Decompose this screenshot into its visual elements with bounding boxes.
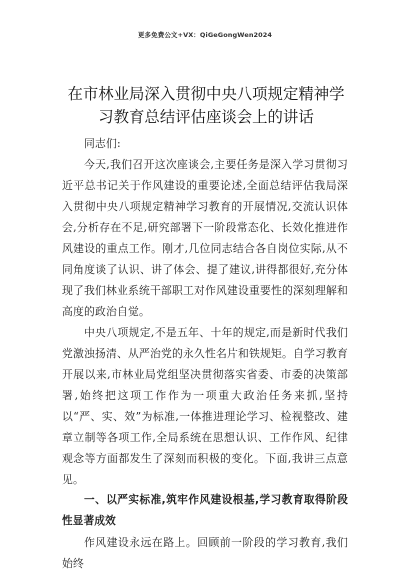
body-paragraph-1: 今天,我们召开这次座谈会,主要任务是深入学习贯彻习近平总书记关于作风建设的重要论述,全面总结评估我局深入贯彻中央八项规定精神学习教育的开展情况,交流认识体会,分析存在不足,研究部署下一阶段常态化、长效化推进作风建设的重点工作。刚才,几位同志结合各自岗位实际,从不同角度谈了认识、讲了体会、提了建议,讲得都很好,充分体现了我们林业系统干部职工对作风建设重要性的深刻理解和高度的政治自觉。 <box>62 158 348 318</box>
document-title: 在市林业局深入贯彻中央八项规定精神学习教育总结评估座谈会上的讲话 <box>67 85 345 126</box>
body-paragraph-2: 中央八项规定,不是五年、十年的规定,而是新时代我们党激浊扬清、从严治党的永久性名片和铁规矩。自学习教育开展以来,市林业局党组坚决贯彻落实省委、市委的决策部署,始终把这项工作作为一项重大政治任务来抓,坚持以“严、实、效”为标准,一体推进理论学习、检视整改、建章立制等各项工作,全局系统在思想认识、工作作风、纪律观念等方面都发生了深刻而积极的变化。下面,我讲三点意见。 <box>62 326 348 486</box>
body-paragraph-3: 作风建设永远在路上。回顾前一阶段的学习教育,我们始终 <box>62 536 348 570</box>
document-body <box>62 133 348 574</box>
header-note: 更多免费公文+VX：QiGeGongWen2024 <box>137 31 273 39</box>
section-heading-1: 一、以严实标准,筑牢作风建设根基,学习教育取得阶段性显著成效 <box>62 494 348 527</box>
salutation: 同志们: <box>84 137 121 150</box>
